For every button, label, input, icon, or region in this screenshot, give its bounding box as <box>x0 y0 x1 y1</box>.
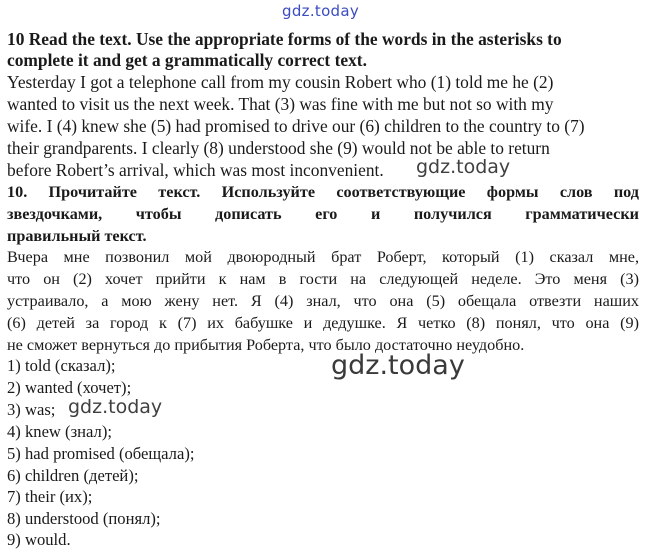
english-heading-line: complete it and get a grammatically correct text. <box>7 50 367 70</box>
russian-heading-line: правильный текст. <box>7 227 147 245</box>
english-heading-line: 10 Read the text. Use the appropriate forms of the words in the asterisks to <box>7 29 562 49</box>
english-body-line: Yesterday I got a telephone call from my cousin Robert who (1) told me he (2) <box>7 72 554 92</box>
watermark-top: gdz.today <box>282 2 360 20</box>
answer-item: 8) understood (понял); <box>7 509 161 528</box>
answer-item: 4) knew (знал); <box>7 422 112 441</box>
russian-heading-line: 10. Прочитайте текст. Используйте соответствующие формы слов под <box>7 183 639 201</box>
russian-body-line: (6) детей за город к (7) их бабушке и дедушке. Я четко (8) понял, что она (9) <box>7 314 639 332</box>
english-body-line: wife. I (4) knew she (5) had promised to drive our (6) children to the country to (7) <box>7 116 585 136</box>
answer-item: 2) wanted (хочет); <box>7 378 132 397</box>
answer-item: 3) was; <box>7 400 56 419</box>
russian-body-line: не сможет вернуться до прибытия Роберта, что было достаточно неудобно. <box>7 336 525 354</box>
russian-heading-line: звездочками, чтобы дописать его и получился грамматически <box>7 205 639 223</box>
answer-item: 5) had promised (обещала); <box>7 444 195 463</box>
russian-body-line: устраивало, а мою жену нет. Я (4) знал, что она (5) обещала отвезти наших <box>7 292 639 310</box>
answer-item: 6) children (детей); <box>7 466 139 485</box>
watermark-a: gdz.today <box>416 156 511 178</box>
english-body-line: their grandparents. I clearly (8) understood she (9) would not be able to return <box>7 138 550 158</box>
russian-body-line: Вчера мне позвонил мой двоюродный брат Роберт, который (1) сказал мне, <box>7 248 639 266</box>
watermark-c: gdz.today <box>68 396 163 418</box>
answer-item: 9) would. <box>7 530 71 549</box>
answer-item: 7) their (их); <box>7 487 93 506</box>
english-body-line: wanted to visit us the next week. That (3) was fine with me but not so with my <box>7 94 554 114</box>
english-body-line: before Robert’s arrival, which was most inconvenient. <box>7 160 384 180</box>
watermark-b: gdz.today <box>331 350 465 381</box>
russian-body-line: что он (2) хочет прийти к нам в гости на следующей неделе. Это меня (3) <box>7 270 639 288</box>
answer-item: 1) told (сказал); <box>7 356 116 375</box>
